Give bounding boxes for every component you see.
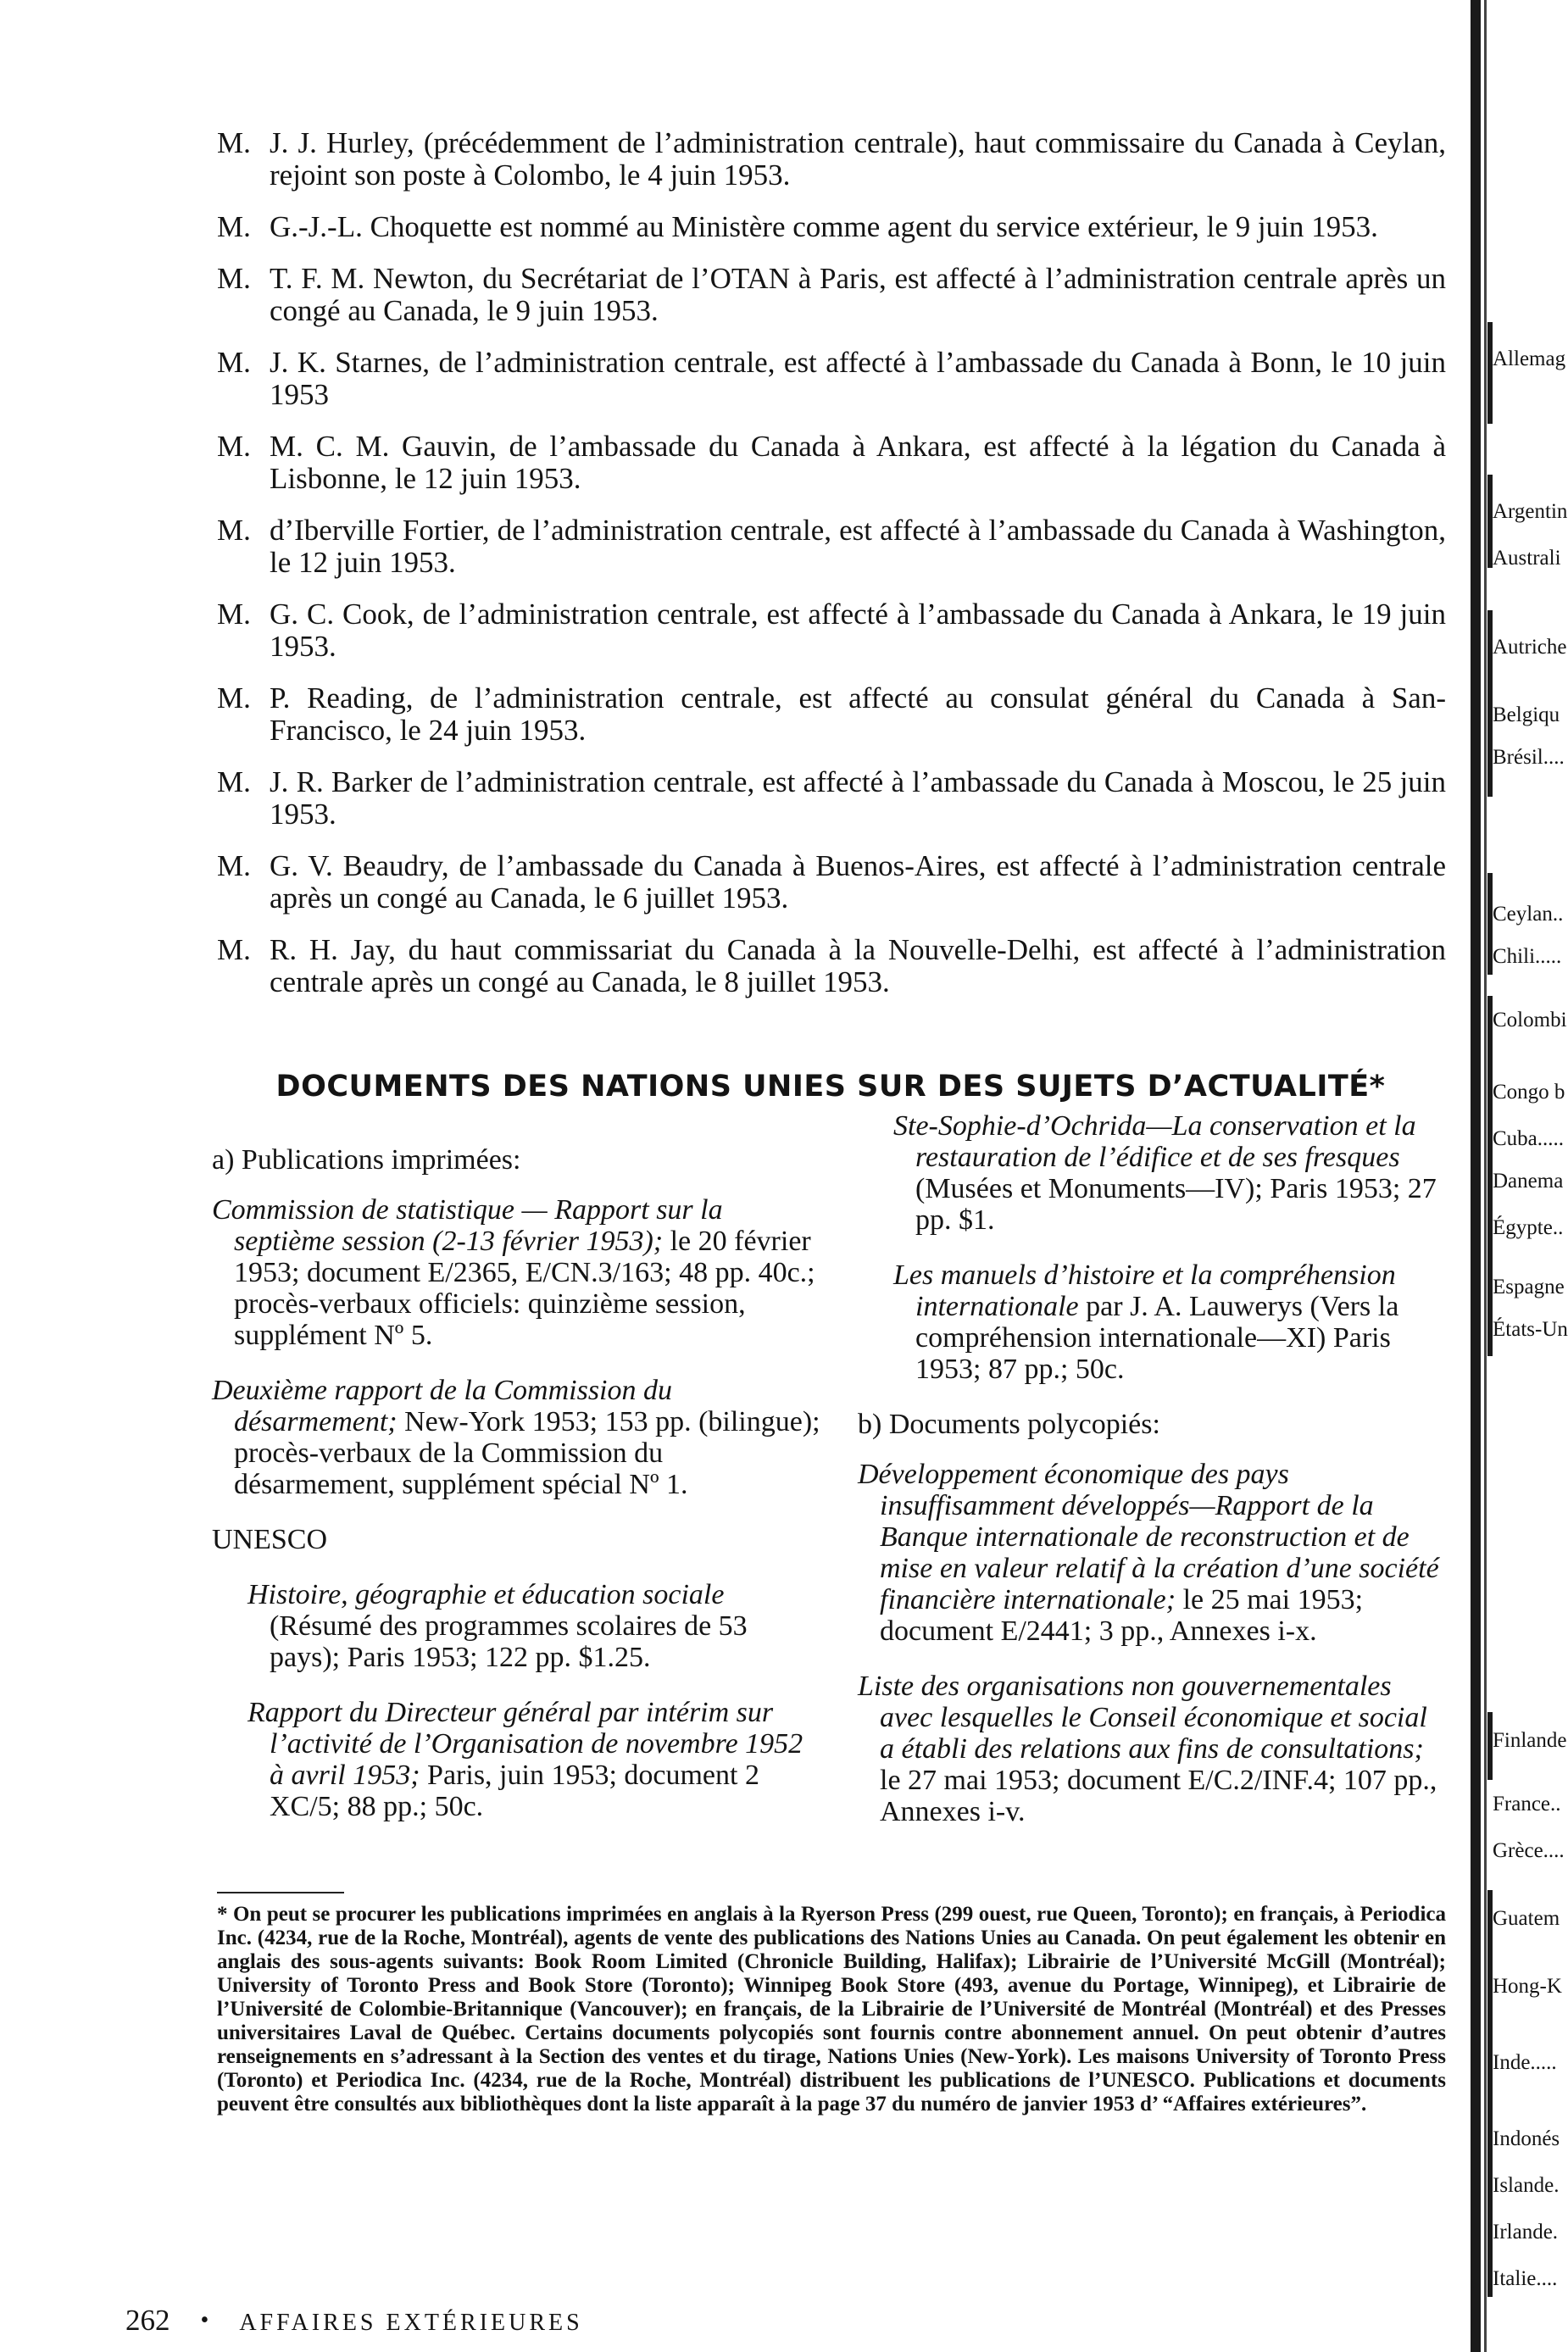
document-details: le 25 mai 1953; document E/2441; 3 pp., Annexes i-x. xyxy=(880,1584,1364,1647)
adjacent-page-entry: France.. xyxy=(1493,1793,1561,1815)
unesco-label: UNESCO xyxy=(212,1524,328,1555)
personnel-prefix: M. xyxy=(217,126,251,159)
subhead-printed-publications: a) Publications imprimées: xyxy=(212,1144,521,1176)
binding-edge xyxy=(1471,0,1481,2352)
adjacent-page-rule xyxy=(1487,2034,1493,2297)
personnel-prefix: M. xyxy=(217,430,251,463)
document-details: New-York 1953; 153 pp. (bilingue); procès-verbaux de la Commission du désarmement, supplément spécial Nº 1. xyxy=(234,1406,820,1500)
document-entry xyxy=(858,1459,1443,1647)
document-entry xyxy=(212,1375,822,1500)
adjacent-page-rule xyxy=(1487,1068,1493,1356)
personnel-item xyxy=(217,934,1446,998)
personnel-prefix: M. xyxy=(217,598,251,631)
document-entry xyxy=(212,1194,822,1351)
adjacent-page-entry: Argentin xyxy=(1493,500,1568,523)
personnel-item xyxy=(217,766,1446,831)
adjacent-page-rule xyxy=(1487,873,1493,975)
adjacent-page-entry: États-Un xyxy=(1493,1318,1568,1341)
document-title: Rapport du Directeur général par intérim sur l’activité de l’Organisation de novembre 1952 à avril 1953; xyxy=(247,1697,803,1791)
adjacent-page-entry: Grèce.... xyxy=(1493,1839,1565,1862)
document-title: Histoire, géographie et éducation sociale xyxy=(247,1579,725,1610)
adjacent-page-entry: Cuba..... xyxy=(1493,1127,1565,1150)
document-title: Développement économique des pays insuffisamment développés—Rapport de la Banque internationale de reconstruction et de mise en valeur relatif à la création d’une société financière internationale; xyxy=(858,1459,1439,1615)
left-column xyxy=(212,1144,822,1846)
personnel-item xyxy=(217,598,1446,663)
personnel-prefix: M. xyxy=(217,346,251,379)
personnel-item xyxy=(217,211,1446,243)
personnel-list xyxy=(217,127,1446,1018)
personnel-text: G.-J.-L. Choquette est nommé au Ministère comme agent du service extérieur, le 9 juin 1953. xyxy=(270,210,1378,243)
document-title: Ste-Sophie-d’Ochrida—La conservation et la restauration de l’édifice et de ses fresques xyxy=(893,1110,1416,1173)
personnel-text: d’Iberville Fortier, de l’administration centrale, est affecté à l’ambassade du Canada à Washington, le 12 juin 1953. xyxy=(270,514,1446,579)
adjacent-page-entry: Autriche xyxy=(1493,636,1567,659)
binding-edge-inner xyxy=(1484,0,1487,2352)
adjacent-page-entry: Belgiqu xyxy=(1493,703,1560,726)
adjacent-page-entry: Hong-K xyxy=(1493,1975,1562,1998)
personnel-item xyxy=(217,682,1446,747)
adjacent-page-entry: Islande. xyxy=(1493,2174,1560,2197)
adjacent-page-entry: Espagne xyxy=(1493,1276,1565,1298)
adjacent-page-entry: Égypte.. xyxy=(1493,1216,1564,1239)
adjacent-page-entry: Inde..... xyxy=(1493,2051,1557,2074)
document-entry xyxy=(247,1579,822,1673)
personnel-text: G. C. Cook, de l’administration centrale, est affecté à l’ambassade du Canada à Ankara, le 19 juin 1953. xyxy=(270,598,1446,663)
personnel-prefix: M. xyxy=(217,681,251,714)
subhead-mimeographed-documents: b) Documents polycopiés: xyxy=(858,1409,1160,1440)
document-entry xyxy=(893,1259,1443,1385)
personnel-item xyxy=(217,431,1446,495)
document-details: Paris, juin 1953; document 2 XC/5; 88 pp.; 50c. xyxy=(270,1760,759,1822)
document-details: (Résumé des programmes scolaires de 53 pays); Paris 1953; 122 pp. $1.25. xyxy=(270,1610,748,1673)
personnel-prefix: M. xyxy=(217,514,251,547)
personnel-prefix: M. xyxy=(217,765,251,798)
adjacent-page-rule xyxy=(1487,475,1493,568)
document-entry xyxy=(858,1671,1443,1827)
adjacent-page-entry: Brésil.... xyxy=(1493,746,1565,769)
personnel-prefix: M. xyxy=(217,849,251,882)
adjacent-page-entry: Finlande xyxy=(1493,1729,1567,1752)
printed-publications-list xyxy=(212,1194,822,1500)
document-title: Liste des organisations non gouvernementales avec lesquelles le Conseil économique et social a établi des relations aux fins de consultations; xyxy=(858,1671,1427,1765)
personnel-text: P. Reading, de l’administration centrale, est affecté au consulat général du Canada à San-Francisco, le 24 juin 1953. xyxy=(270,681,1446,747)
unesco-publications-list xyxy=(212,1579,822,1822)
adjacent-page-rule xyxy=(1487,322,1493,424)
mimeographed-documents-list xyxy=(858,1459,1443,1827)
adjacent-page-entry: Danema xyxy=(1493,1170,1564,1193)
document-entry xyxy=(247,1697,822,1822)
personnel-item xyxy=(217,514,1446,579)
footnote-rule xyxy=(217,1892,344,1893)
unesco-publications-continued xyxy=(858,1110,1443,1385)
running-footer xyxy=(125,2304,583,2338)
adjacent-page-entry: Guatem xyxy=(1493,1907,1560,1930)
adjacent-page-entry: Irlande. xyxy=(1493,2221,1559,2244)
adjacent-page-strip xyxy=(1487,0,1568,2352)
personnel-item xyxy=(217,850,1446,915)
personnel-text: M. C. M. Gauvin, de l’ambassade du Canada à Ankara, est affecté à la légation du Canada à Lisbonne, le 12 juin 1953. xyxy=(270,430,1446,495)
page-number: 262 xyxy=(125,2304,170,2337)
personnel-prefix: M. xyxy=(217,210,251,243)
document-details: par J. A. Lauwerys (Vers la compréhension internationale—XI) Paris 1953; 87 pp.; 50c. xyxy=(915,1291,1399,1385)
adjacent-page-entry: Chili..... xyxy=(1493,945,1562,968)
adjacent-page-entry: Congo b xyxy=(1493,1081,1565,1104)
adjacent-page-entry: Australi xyxy=(1493,547,1561,570)
adjacent-page-rule xyxy=(1487,1712,1493,1780)
adjacent-page-entry: Ceylan.. xyxy=(1493,903,1564,926)
document-entry xyxy=(893,1110,1443,1236)
personnel-text: G. V. Beaudry, de l’ambassade du Canada à Buenos-Aires, est affecté à l’administration centrale après un congé au Canada, le 6 juillet 1953. xyxy=(270,849,1446,915)
personnel-item xyxy=(217,127,1446,192)
document-details: (Musées et Monuments—IV); Paris 1953; 27 pp. $1. xyxy=(915,1173,1437,1236)
section-heading: DOCUMENTS DES NATIONS UNIES SUR DES SUJETS D’ACTUALITÉ* xyxy=(275,1070,1386,1104)
personnel-item xyxy=(217,263,1446,327)
adjacent-page-rule xyxy=(1487,610,1493,797)
document-details: le 27 mai 1953; document E/C.2/INF.4; 107 pp., Annexes i-v. xyxy=(880,1765,1437,1827)
adjacent-page-entry: Italie.... xyxy=(1493,2267,1558,2290)
personnel-prefix: M. xyxy=(217,262,251,295)
document-title: Les manuels d’histoire et la compréhension internationale xyxy=(893,1259,1396,1322)
right-column xyxy=(858,1110,1443,1851)
personnel-text: T. F. M. Newton, du Secrétariat de l’OTAN à Paris, est affecté à l’administration centrale après un congé au Canada, le 9 juin 1953. xyxy=(270,262,1446,327)
personnel-text: J. R. Barker de l’administration centrale, est affecté à l’ambassade du Canada à Moscou, le 25 juin 1953. xyxy=(270,765,1446,831)
document-title: Commission de statistique — Rapport sur la septième session (2-13 février 1953); xyxy=(212,1194,723,1257)
adjacent-page-rule xyxy=(1487,1958,1493,2034)
adjacent-page-entry: Allemag xyxy=(1493,348,1566,370)
personnel-text: J. K. Starnes, de l’administration centrale, est affecté à l’ambassade du Canada à Bonn, le 10 juin 1953 xyxy=(270,346,1446,411)
personnel-item xyxy=(217,347,1446,411)
publication-title: AFFAIRES EXTÉRIEURES xyxy=(239,2310,583,2336)
document-details: le 20 février 1953; document E/2365, E/CN.3/163; 48 pp. 40c.; procès-verbaux officiels: quinzième session, supplément Nº 5. xyxy=(234,1226,815,1351)
personnel-text: J. J. Hurley, (précédemment de l’administration centrale), haut commissaire du Canada à Ceylan, rejoint son poste à Colombo, le 4 juin 1953. xyxy=(270,126,1446,192)
personnel-text: R. H. Jay, du haut commissariat du Canada à la Nouvelle-Delhi, est affecté à l’administration centrale après un congé au Canada, le 8 juillet 1953. xyxy=(270,933,1446,998)
footnote: * On peut se procurer les publications imprimées en anglais à la Ryerson Press (299 ouest, rue Queen, Toronto); en français, à Periodica Inc. (4234, rue de la Roche, Montréal), agents de vente des publications des Nations Unies au Canada. On peut également les obtenir en anglais des sous-agents suivants: Book Room Limited (Chronicle Building, Halifax); Librairie de l’Université McGill (Montréal); University of Toronto Press and Book Store (Toronto); Winnipeg Book Store (493, avenue du Portage, Winnipeg), et Librairie de l’Université de Colombie-Britannique (Vancouver); en français, de la Librairie de l’Université de Montréal (Montréal) et des Presses universitaires Laval de Québec. Certains documents polycopiés sont fournis contre abonnement annuel. On peut obtenir d’autres renseignements en s’adressant à la Section des ventes et du tirage, Nations Unies (New-York). Les maisons University of Toronto Press (Toronto) et Periodica Inc. (4234, rue de la Roche, Montréal) distribuent les publications de l’UNESCO. Publications et documents peuvent être consultés aux bibliothèques dont la liste apparaît à la page 37 du numéro de janvier 1953 d’ “Affaires extérieures”. xyxy=(217,1903,1446,2116)
adjacent-page-entry: Colombi xyxy=(1493,1009,1567,1031)
document-title: Deuxième rapport de la Commission du désarmement; xyxy=(212,1375,673,1437)
adjacent-page-entry: Indonés xyxy=(1493,2127,1560,2150)
footer-bullet: • xyxy=(200,2307,209,2333)
personnel-prefix: M. xyxy=(217,933,251,966)
